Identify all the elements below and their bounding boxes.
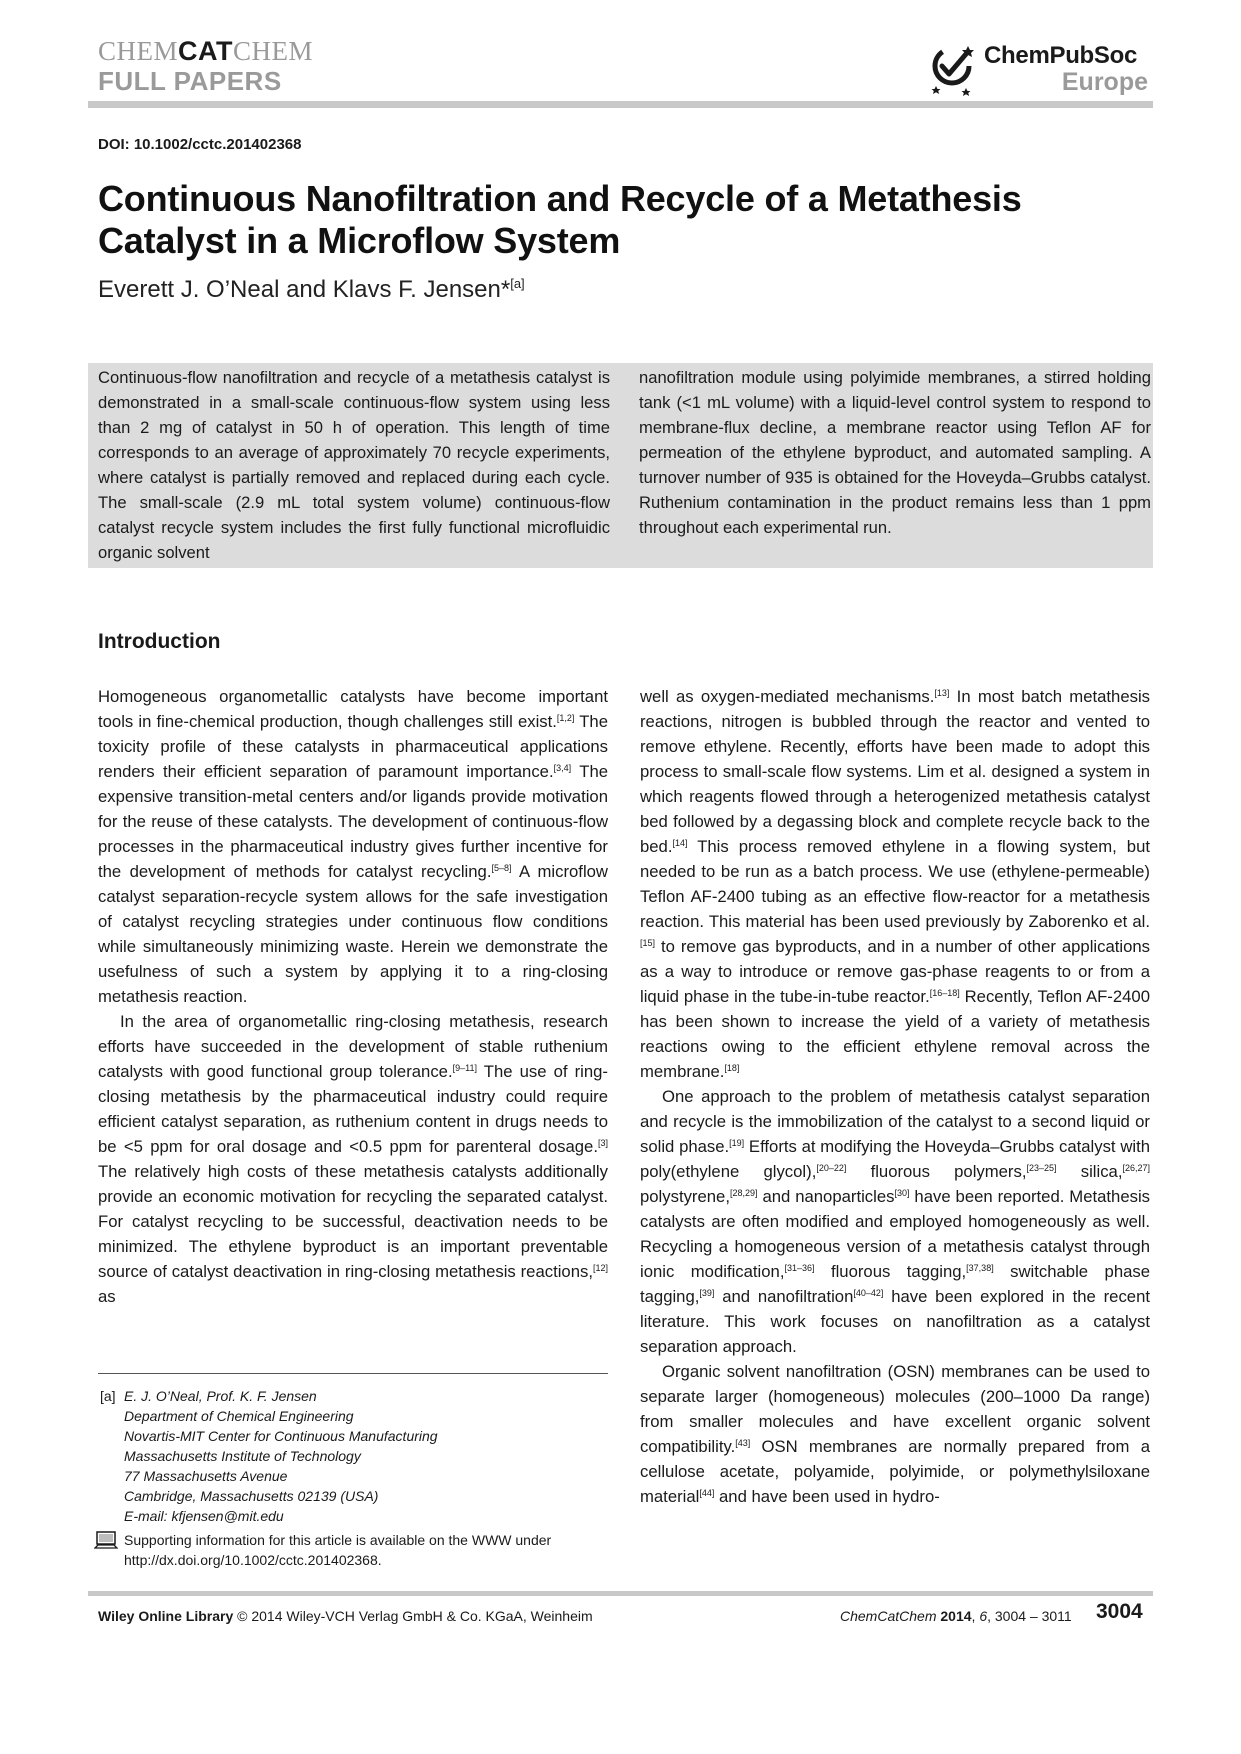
- footnote-line: Massachusetts Institute of Technology: [124, 1448, 361, 1464]
- publisher-logo: [928, 38, 1148, 98]
- citation[interactable]: [43]: [735, 1438, 751, 1448]
- wiley-online-library-link[interactable]: Wiley Online Library: [98, 1608, 234, 1624]
- computer-icon: [94, 1531, 118, 1551]
- footnote-line: 77 Massachusetts Avenue: [124, 1468, 288, 1484]
- journal-name-part1: CHEM: [98, 36, 179, 66]
- citation[interactable]: [3,4]: [553, 763, 572, 773]
- citation[interactable]: [23–25]: [1026, 1163, 1057, 1173]
- footnote-email[interactable]: E-mail: kfjensen@mit.edu: [124, 1508, 284, 1524]
- affiliation-mark: [a]: [510, 276, 525, 291]
- citation[interactable]: [1,2]: [556, 713, 575, 723]
- abstract-right: nanofiltration module using polyimide membranes, a stirred holding tank (<1 mL volume) with a liquid-level control system to respond to membrane-flux decline, a membrane reactor using Teflon AF for permeation of the ethylene byproduct, and automated sampling. A turnover number of 935 is obtained for the Hoveyda–Grubbs catalyst. Ruthenium contamination in the product remains less than 1 ppm throughout each experimental run.: [639, 368, 1151, 537]
- citation[interactable]: [16–18]: [929, 988, 960, 998]
- footnote-line: Department of Chemical Engineering: [124, 1408, 354, 1424]
- journal-name-part2: CAT: [178, 36, 234, 66]
- author-names: Everett J. O’Neal and Klavs F. Jensen*: [98, 276, 511, 303]
- citation[interactable]: [20–22]: [816, 1163, 847, 1173]
- citation[interactable]: [18]: [724, 1063, 740, 1073]
- body-column-right: [640, 684, 1150, 1509]
- citation[interactable]: [19]: [729, 1138, 745, 1148]
- publisher-region: Europe: [1061, 68, 1148, 96]
- footnote-divider: [98, 1373, 608, 1374]
- page-number: 3004: [1096, 1600, 1143, 1623]
- paragraph: well as oxygen-mediated mechanisms.[13] In most batch metathesis reactions, nitrogen is bubbled through the reactor and vented to remove ethylene. Recently, efforts have been made to adopt this process to small-scale flow systems. Lim et al. designed a system in which reagents flowed through a heterogenized metathesis catalyst bed followed by a degassing block and complete recycle back to the bed.[14] This process removed ethylene in a flowing system, but needed to be run as a batch process. We use (ethylene-permeable) Teflon AF-2400 tubing as an effective flow-reactor for a metathesis reaction. This material has been used previously by Zaborenko et al.[15] to remove gas byproducts, and in a number of other applications as a way to introduce or remove gas-phase reagents to or from a liquid phase in the tube-in-tube reactor.[16–18] Recently, Teflon AF-2400 has been shown to increase the yield of a variety of metathesis reactions owing to the efficient ethylene removal across the membrane.[18]: [640, 687, 1150, 1081]
- paragraph: Homogeneous organometallic catalysts have become important tools in fine-chemical production, though challenges still exist.[1,2] The toxicity profile of these catalysts in pharmaceutical applications renders their efficient separation of paramount importance.[3,4] The expensive transition-metal centers and/or ligands provide motivation for the reuse of these catalysts. The development of continuous-flow processes in the pharmaceutical industry gives further incentive for the development of methods for catalyst recycling.[5–8] A microflow catalyst separation-recycle system allows for the safe investigation of catalyst recycling strategies under continuous flow conditions while simultaneously minimizing waste. Herein we demonstrate the usefulness of such a system by applying it to a ring-closing metathesis reaction.: [98, 687, 609, 1006]
- journal-name: [98, 36, 313, 66]
- citation[interactable]: [26,27]: [1122, 1163, 1150, 1173]
- footnote-affiliation: [124, 1386, 438, 1526]
- doi: DOI: 10.1002/cctc.201402368: [98, 136, 302, 153]
- footer-divider: [88, 1591, 1153, 1596]
- paragraph: One approach to the problem of metathesis catalyst separation and recycle is the immobilization of the catalyst to a second liquid or solid phase.[19] Efforts at modifying the Hoveyda–Grubbs catalyst with poly(ethylene glycol),[20–22] fluorous polymers,[23–25] silica,[26,27] polystyrene,[28,29] and nanoparticles[30] have been reported. Metathesis catalysts are often modified and employed homogeneously as well. Recycling a homogeneous version of a metathesis catalyst through ionic modification,[31–36] fluorous tagging,[37,38] switchable phase tagging,[39] and nanofiltration[40–42] have been explored in the recent literature. This work focuses on nanofiltration as a catalyst separation approach.: [640, 1087, 1150, 1356]
- citation[interactable]: [37,38]: [966, 1263, 994, 1273]
- citation[interactable]: [39]: [699, 1288, 715, 1298]
- journal-name-part3: CHEM: [233, 36, 314, 66]
- body-column-left: [98, 684, 608, 1309]
- paragraph: Organic solvent nanofiltration (OSN) membranes can be used to separate larger (homogeneous) molecules (200–1000 Da range) from smaller molecules and have excellent organic solvent compatibility.[43] OSN membranes are normally prepared from a cellulose acetate, polyamide, polyimide, or polymethylsiloxane material[44] and have been used in hydro-: [640, 1362, 1150, 1506]
- citation[interactable]: [31–36]: [784, 1263, 815, 1273]
- footnote-label: [a]: [100, 1388, 116, 1404]
- article-title: Continuous Nanofiltration and Recycle of a Metathesis Catalyst in a Microflow System: [98, 178, 1022, 261]
- footnote-line: E. J. O’Neal, Prof. K. F. Jensen: [124, 1388, 317, 1404]
- paragraph: In the area of organometallic ring-closing metathesis, research efforts have succeeded in the development of stable ruthenium catalysts with good functional group tolerance.[9–11] The use of ring-closing metathesis by the pharmaceutical industry could require efficient catalyst separation, as ruthenium content in drugs needs to be <5 ppm for oral dosage and <0.5 ppm for parenteral dosage.[3] The relatively high costs of these metathesis catalysts additionally provide an economic motivation for recycling the separated catalyst. For catalyst recycling to be successful, deactivation needs to be minimized. The ethylene byproduct is an important preventable source of catalyst deactivation in ring-closing metathesis reactions,[12] as: [98, 1012, 608, 1306]
- citation[interactable]: [14]: [672, 838, 688, 848]
- authors: [98, 276, 525, 304]
- citation[interactable]: [28,29]: [729, 1188, 758, 1198]
- citation[interactable]: [13]: [934, 688, 950, 698]
- publisher-name: ChemPubSoc: [984, 42, 1138, 69]
- citation[interactable]: [9–11]: [452, 1063, 477, 1073]
- supporting-info-note[interactable]: Supporting information for this article is available on the WWW under http://dx.doi.org/10.1002/cctc.201402368.: [124, 1532, 552, 1568]
- chempubsoc-logo-icon: [928, 38, 980, 98]
- citation[interactable]: [15]: [640, 938, 656, 948]
- abstract-left: Continuous-flow nanofiltration and recycle of a metathesis catalyst is demonstrated in a small-scale continuous-flow system using less than 2 mg of catalyst in 50 h of operation. This length of time corresponds to an average of approximately 70 recycle experiments, where catalyst is partially removed and replaced during each cycle. The small-scale (2.9 mL total system volume) continuous-flow catalyst recycle system includes the first fully functional microfluidic organic solvent: [98, 368, 610, 562]
- footer-citation: ChemCatChem 2014, 6, 3004 – 3011: [840, 1608, 1072, 1624]
- section-type: FULL PAPERS: [98, 66, 282, 96]
- citation[interactable]: [3]: [597, 1138, 608, 1148]
- footnote-line: Cambridge, Massachusetts 02139 (USA): [124, 1488, 379, 1504]
- footer-copyright: Wiley Online Library © 2014 Wiley-VCH Verlag GmbH & Co. KGaA, Weinheim: [98, 1608, 593, 1624]
- section-heading-introduction: Introduction: [98, 630, 221, 653]
- footnote-line: Novartis-MIT Center for Continuous Manufacturing: [124, 1428, 438, 1444]
- citation[interactable]: [40–42]: [853, 1288, 884, 1298]
- citation[interactable]: [12]: [592, 1263, 608, 1273]
- header-divider: [88, 101, 1153, 108]
- citation[interactable]: [30]: [894, 1188, 910, 1198]
- citation[interactable]: [5–8]: [491, 863, 512, 873]
- citation[interactable]: [44]: [699, 1488, 715, 1498]
